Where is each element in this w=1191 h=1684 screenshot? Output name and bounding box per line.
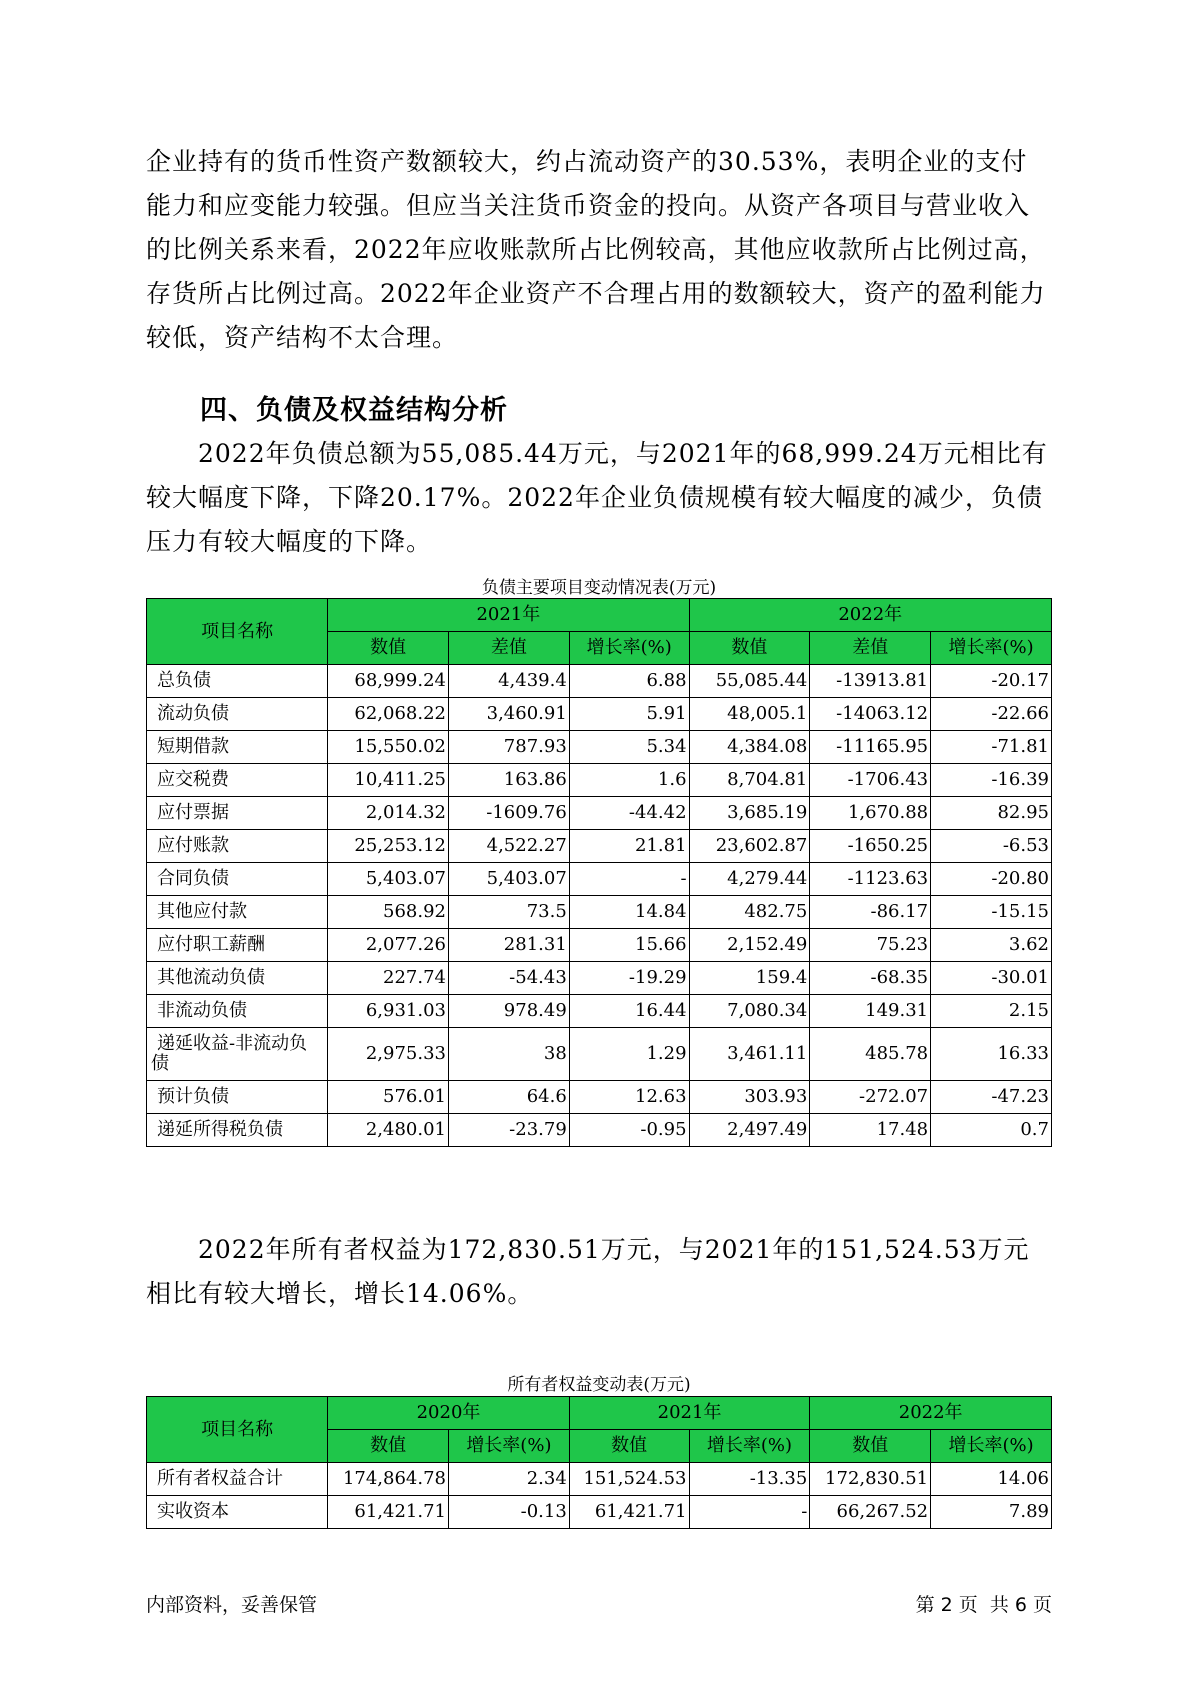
- paragraph-equity-summary: 2022年所有者权益为172,830.51万元，与2021年的151,524.53万元相比有较大增长，增长14.06%。: [146, 1235, 1030, 1308]
- cell: 3,460.91: [448, 698, 569, 731]
- row-label: 总负债: [147, 665, 328, 698]
- subheader-value: 数值: [328, 1430, 449, 1463]
- row-label: 短期借款: [147, 731, 328, 764]
- cell: 2,077.26: [328, 929, 449, 962]
- subheader-growth: 增长率(%): [931, 1430, 1052, 1463]
- cell: 3,685.19: [689, 797, 810, 830]
- cell: 6.88: [569, 665, 689, 698]
- cell: 14.84: [569, 896, 689, 929]
- cell: -20.80: [931, 863, 1052, 896]
- cell: 61,421.71: [328, 1496, 449, 1529]
- cell: 7,080.34: [689, 995, 810, 1028]
- cell: 576.01: [328, 1081, 449, 1114]
- cell: -1650.25: [810, 830, 931, 863]
- cell: 48,005.1: [689, 698, 810, 731]
- cell: -68.35: [810, 962, 931, 995]
- cell: -16.39: [931, 764, 1052, 797]
- table-row: [147, 1028, 1052, 1081]
- cell: -22.66: [931, 698, 1052, 731]
- table-row: [147, 863, 1052, 896]
- cell: -1609.76: [448, 797, 569, 830]
- cell: 4,522.27: [448, 830, 569, 863]
- cell: -6.53: [931, 830, 1052, 863]
- subheader-growth: 增长率(%): [449, 1430, 570, 1463]
- row-label: 应付票据: [147, 797, 328, 830]
- cell: 978.49: [448, 995, 569, 1028]
- cell: -1123.63: [810, 863, 931, 896]
- cell: 2,497.49: [689, 1114, 810, 1147]
- cell: -13.35: [689, 1463, 810, 1496]
- cell: -19.29: [569, 962, 689, 995]
- cell: -23.79: [448, 1114, 569, 1147]
- cell: 1.6: [569, 764, 689, 797]
- cell: 2.15: [931, 995, 1052, 1028]
- cell: 3.62: [931, 929, 1052, 962]
- cell: 281.31: [448, 929, 569, 962]
- cell: 21.81: [569, 830, 689, 863]
- cell: 23,602.87: [689, 830, 810, 863]
- row-label: 应付职工薪酬: [147, 929, 328, 962]
- table-row: [147, 797, 1052, 830]
- cell: 787.93: [448, 731, 569, 764]
- cell: 62,068.22: [328, 698, 449, 731]
- footer-page-number: 第 2 页 共 6 页: [915, 1594, 1052, 1616]
- subheader-value: 数值: [328, 632, 449, 665]
- subheader-value: 数值: [810, 1430, 931, 1463]
- cell: 16.33: [931, 1028, 1052, 1081]
- paragraph-liability-summary: 2022年负债总额为55,085.44万元，与2021年的68,999.24万元相比有较大幅度下降，下降20.17%。2022年企业负债规模有较大幅度的减少，负债压力有较大幅度的下降。: [146, 439, 1048, 556]
- row-label: 其他流动负债: [147, 962, 328, 995]
- paragraph-asset-summary: 企业持有的货币性资产数额较大，约占流动资产的30.53%，表明企业的支付能力和应变能力较强。但应当关注货币资金的投向。从资产各项目与营业收入的比例关系来看，2022年应收账款所占比例较高，其他应收款所占比例过高，存货所占比例过高。2022年企业资产不合理占用的数额较大，资产的盈利能力较低，资产结构不太合理。: [146, 147, 1046, 352]
- subheader-value: 数值: [689, 632, 810, 665]
- cell: 6,931.03: [328, 995, 449, 1028]
- table-row: [147, 830, 1052, 863]
- row-label: 应交税费: [147, 764, 328, 797]
- cell: 7.89: [931, 1496, 1052, 1529]
- year-header-2022: 2022年: [810, 1397, 1052, 1430]
- cell: 12.63: [569, 1081, 689, 1114]
- table1-caption: 负债主要项目变动情况表(万元): [481, 578, 717, 598]
- subheader-value: 数值: [569, 1430, 689, 1463]
- cell: 17.48: [810, 1114, 931, 1147]
- cell: -0.95: [569, 1114, 689, 1147]
- cell: 163.86: [448, 764, 569, 797]
- cell: 485.78: [810, 1028, 931, 1081]
- cell: -71.81: [931, 731, 1052, 764]
- row-label: 所有者权益合计: [147, 1463, 328, 1496]
- cell: 16.44: [569, 995, 689, 1028]
- equity-table: [146, 1396, 1052, 1529]
- cell: 2,975.33: [328, 1028, 449, 1081]
- cell: 55,085.44: [689, 665, 810, 698]
- cell: 5.91: [569, 698, 689, 731]
- table-row: [147, 698, 1052, 731]
- cell: 174,864.78: [328, 1463, 449, 1496]
- cell: -14063.12: [810, 698, 931, 731]
- cell: 172,830.51: [810, 1463, 931, 1496]
- cell: 2.34: [449, 1463, 570, 1496]
- cell: 3,461.11: [689, 1028, 810, 1081]
- cell: 4,439.4: [448, 665, 569, 698]
- cell: -0.13: [449, 1496, 570, 1529]
- cell: 151,524.53: [569, 1463, 689, 1496]
- cell: 2,480.01: [328, 1114, 449, 1147]
- cell: -54.43: [448, 962, 569, 995]
- cell: 38: [448, 1028, 569, 1081]
- table-row: [147, 1114, 1052, 1147]
- cell: 303.93: [689, 1081, 810, 1114]
- cell: 159.4: [689, 962, 810, 995]
- table-row: [147, 929, 1052, 962]
- table-row: [147, 1496, 1052, 1529]
- year-header-2020: 2020年: [328, 1397, 570, 1430]
- table-row: [147, 731, 1052, 764]
- cell: 5,403.07: [448, 863, 569, 896]
- cell: 149.31: [810, 995, 931, 1028]
- row-label: 流动负债: [147, 698, 328, 731]
- cell: 25,253.12: [328, 830, 449, 863]
- row-label: 预计负债: [147, 1081, 328, 1114]
- section-heading: 四、负债及权益结构分析: [200, 395, 508, 426]
- item-name-header: 项目名称: [147, 1397, 328, 1463]
- cell: -13913.81: [810, 665, 931, 698]
- footer-confidential-note: 内部资料，妥善保管: [146, 1594, 318, 1616]
- table-row: [147, 764, 1052, 797]
- row-label: 合同负债: [147, 863, 328, 896]
- year-header-2021: 2021年: [328, 599, 689, 632]
- table-row: [147, 665, 1052, 698]
- cell: -47.23: [931, 1081, 1052, 1114]
- subheader-diff: 差值: [448, 632, 569, 665]
- year-header-2021: 2021年: [569, 1397, 810, 1430]
- cell: 68,999.24: [328, 665, 449, 698]
- cell: -15.15: [931, 896, 1052, 929]
- cell: -272.07: [810, 1081, 931, 1114]
- table-row: [147, 1463, 1052, 1496]
- subheader-diff: 差值: [810, 632, 931, 665]
- cell: 4,279.44: [689, 863, 810, 896]
- cell: 82.95: [931, 797, 1052, 830]
- table-row: [147, 896, 1052, 929]
- cell: 10,411.25: [328, 764, 449, 797]
- row-label: 其他应付款: [147, 896, 328, 929]
- cell: -: [569, 863, 689, 896]
- cell: 5.34: [569, 731, 689, 764]
- cell: -30.01: [931, 962, 1052, 995]
- row-label: 实收资本: [147, 1496, 328, 1529]
- cell: 73.5: [448, 896, 569, 929]
- cell: 1.29: [569, 1028, 689, 1081]
- subheader-growth: 增长率(%): [931, 632, 1052, 665]
- cell: 15,550.02: [328, 731, 449, 764]
- cell: 2,152.49: [689, 929, 810, 962]
- cell: -1706.43: [810, 764, 931, 797]
- table-row: [147, 1081, 1052, 1114]
- item-name-header: 项目名称: [147, 599, 328, 665]
- table-row: [147, 995, 1052, 1028]
- cell: 568.92: [328, 896, 449, 929]
- row-label: 非流动负债: [147, 995, 328, 1028]
- table-row: [147, 962, 1052, 995]
- subheader-growth: 增长率(%): [569, 632, 689, 665]
- cell: 5,403.07: [328, 863, 449, 896]
- cell: -86.17: [810, 896, 931, 929]
- cell: -11165.95: [810, 731, 931, 764]
- row-label: 递延所得税负债: [147, 1114, 328, 1147]
- cell: 64.6: [448, 1081, 569, 1114]
- cell: 227.74: [328, 962, 449, 995]
- cell: 2,014.32: [328, 797, 449, 830]
- cell: 1,670.88: [810, 797, 931, 830]
- row-label: 应付账款: [147, 830, 328, 863]
- cell: 0.7: [931, 1114, 1052, 1147]
- cell: 14.06: [931, 1463, 1052, 1496]
- year-header-2022: 2022年: [689, 599, 1051, 632]
- cell: 75.23: [810, 929, 931, 962]
- cell: 8,704.81: [689, 764, 810, 797]
- row-label: 递延收益-非流动负债: [147, 1028, 328, 1081]
- liability-table: [146, 598, 1052, 1147]
- cell: 482.75: [689, 896, 810, 929]
- cell: -20.17: [931, 665, 1052, 698]
- subheader-growth: 增长率(%): [689, 1430, 810, 1463]
- cell: 4,384.08: [689, 731, 810, 764]
- cell: -: [689, 1496, 810, 1529]
- cell: 61,421.71: [569, 1496, 689, 1529]
- cell: 66,267.52: [810, 1496, 931, 1529]
- cell: 15.66: [569, 929, 689, 962]
- cell: -44.42: [569, 797, 689, 830]
- table2-caption: 所有者权益变动表(万元): [507, 1375, 691, 1395]
